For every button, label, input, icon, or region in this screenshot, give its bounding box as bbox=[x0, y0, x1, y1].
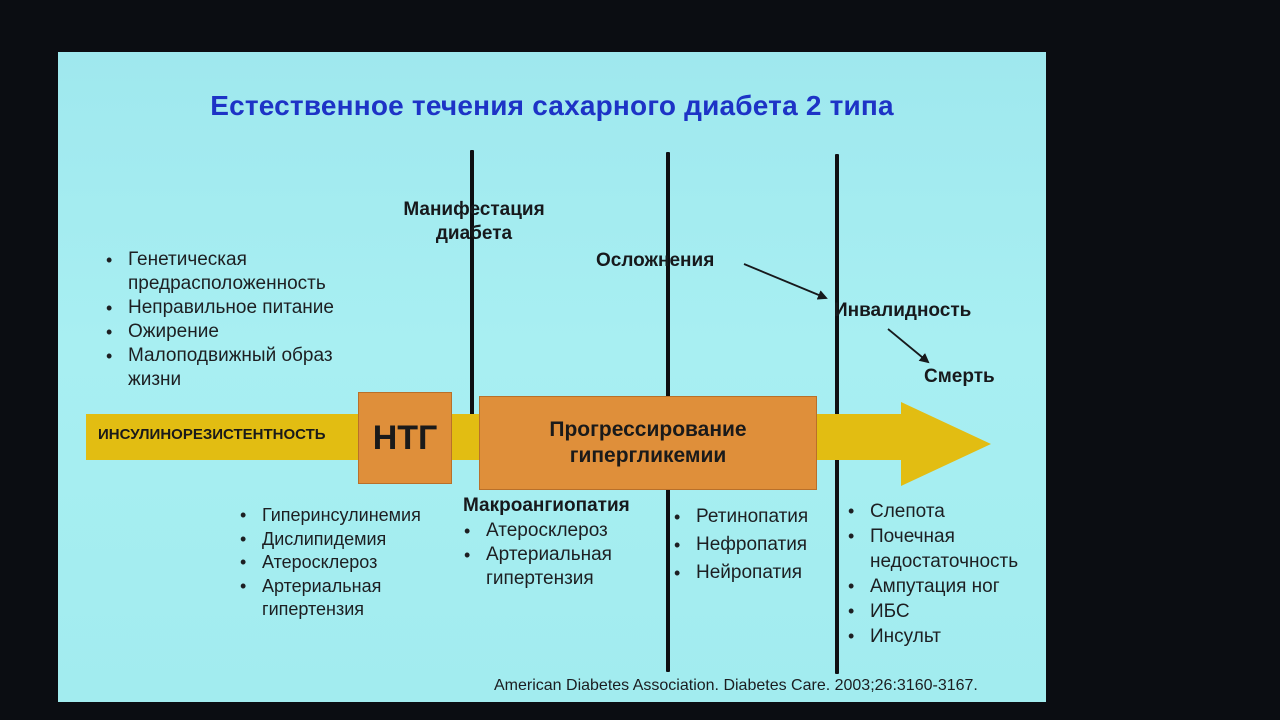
citation: American Diabetes Association. Diabetes Care. 2003;26:3160-3167. bbox=[494, 677, 978, 694]
micro-item: • Ретинопатия bbox=[674, 503, 834, 531]
complications-label: Осложнения bbox=[596, 250, 715, 271]
macro-item: • Артериальная гипертензия bbox=[464, 543, 660, 591]
macro-items-list bbox=[464, 519, 660, 591]
manifestation-label: Манифестация диабета bbox=[403, 199, 545, 244]
slide bbox=[58, 52, 1046, 702]
outcome-item: • Слепота bbox=[848, 499, 1038, 524]
micro-items-list bbox=[674, 503, 834, 587]
timeline-arrow-head bbox=[901, 402, 991, 486]
ntg-item: • Артериальная гипертензия bbox=[240, 575, 412, 622]
risk-factor-item: • Неправильное питание bbox=[106, 296, 376, 320]
ntg-item: • Гиперинсулинемия bbox=[240, 504, 460, 528]
risk-factor-item: • Ожирение bbox=[106, 320, 376, 344]
complications-to-disability-arrow bbox=[744, 264, 826, 298]
outcome-item: • Ампутация ног bbox=[848, 574, 1038, 599]
progression-label: Прогрессирование гипергликемии bbox=[549, 418, 747, 467]
ntg-box bbox=[358, 392, 452, 484]
outcome-item: • Почечная недостаточность bbox=[848, 524, 1038, 574]
macroangiopathy-title: Макроангиопатия bbox=[463, 495, 630, 516]
outcome-items-list bbox=[848, 499, 1038, 649]
outcome-item: • ИБС bbox=[848, 599, 1038, 624]
ntg-item: • Дислипидемия bbox=[240, 528, 460, 552]
slide-title: Естественное течения сахарного диабета 2 типа bbox=[210, 90, 894, 121]
death-label: Смерть bbox=[924, 366, 995, 387]
ntg-items-list bbox=[240, 504, 460, 622]
ntg-item: • Атеросклероз bbox=[240, 551, 460, 575]
risk-factor-item: • Генетическая предрасположенность bbox=[106, 248, 376, 296]
insulin-resistance-label: ИНСУЛИНОРЕЗИСТЕНТНОСТЬ bbox=[98, 426, 326, 443]
micro-item: • Нейропатия bbox=[674, 559, 834, 587]
progression-box bbox=[479, 396, 817, 490]
ntg-label: НТГ bbox=[372, 418, 438, 457]
disability-label: Инвалидность bbox=[834, 300, 972, 321]
risk-factor-item: • Малоподвижный образ жизни bbox=[106, 344, 376, 392]
disability-to-death-arrow bbox=[888, 329, 928, 362]
macro-item: • Атеросклероз bbox=[464, 519, 660, 543]
outcome-item: • Инсульт bbox=[848, 624, 1038, 649]
micro-item: • Нефропатия bbox=[674, 531, 834, 559]
